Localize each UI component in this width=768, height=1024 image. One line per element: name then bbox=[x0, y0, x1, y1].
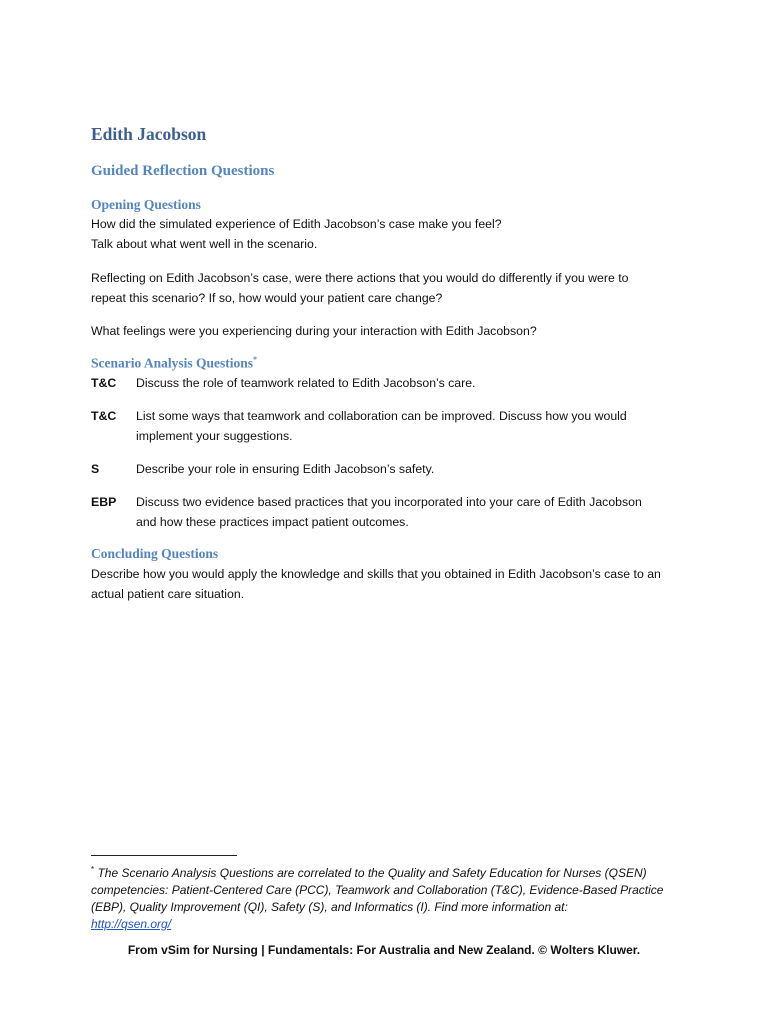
footnote-line bbox=[91, 916, 691, 933]
footnote-line: competencies: Patient-Centered Care (PCC), Teamwork and Collaboration (T&C), Evidence-Based Practice bbox=[91, 883, 664, 897]
question-text bbox=[136, 492, 686, 532]
qsen-code: EBP bbox=[91, 495, 117, 509]
opening-paragraph-1 bbox=[91, 214, 681, 254]
paragraph-line: How did the simulated experience of Edith Jacobson’s case make you feel? bbox=[91, 217, 502, 231]
qsen-code: S bbox=[91, 462, 100, 476]
opening-paragraph-3 bbox=[91, 321, 681, 341]
footnote-mark: * bbox=[91, 865, 95, 874]
footnote-line: (EBP), Quality Improvement (QI), Safety (S), and Informatics (I). Find more information at: bbox=[91, 900, 568, 914]
paragraph-line: repeat this scenario? If so, how would your patient care change? bbox=[91, 291, 443, 305]
footnote-separator bbox=[91, 855, 237, 856]
question-line: implement your suggestions. bbox=[136, 429, 293, 443]
question-line: Discuss two evidence based practices that you incorporated into your care of Edith Jacobson bbox=[136, 495, 642, 509]
paragraph-line: actual patient care situation. bbox=[91, 587, 245, 601]
question-line: Discuss the role of teamwork related to Edith Jacobson’s care. bbox=[136, 376, 476, 390]
qsen-link[interactable]: http://qsen.org/ bbox=[91, 917, 172, 931]
document-page bbox=[91, 0, 691, 1024]
concluding-questions-heading: Concluding Questions bbox=[91, 546, 219, 561]
question-line: and how these practices impact patient outcomes. bbox=[136, 515, 409, 529]
page-footer: From vSim for Nursing | Fundamentals: For Australia and New Zealand. © Wolters Kluwer. bbox=[127, 943, 641, 957]
footnote-reference: * bbox=[253, 355, 258, 364]
question-text bbox=[136, 459, 686, 479]
qsen-code: T&C bbox=[91, 376, 117, 390]
scenario-analysis-heading bbox=[91, 355, 257, 372]
question-text bbox=[136, 406, 686, 446]
qsen-code: T&C bbox=[91, 409, 117, 423]
question-line: Describe your role in ensuring Edith Jacobson’s safety. bbox=[136, 462, 435, 476]
paragraph-line: Reflecting on Edith Jacobson’s case, were there actions that you would do differently if you were to bbox=[91, 271, 629, 285]
concluding-paragraph bbox=[91, 564, 681, 604]
paragraph-line: Describe how you would apply the knowledge and skills that you obtained in Edith Jacobson’s case to an bbox=[91, 567, 661, 581]
opening-questions-heading: Opening Questions bbox=[91, 197, 201, 212]
opening-paragraph-2 bbox=[91, 268, 681, 308]
paragraph-line: What feelings were you experiencing during your interaction with Edith Jacobson? bbox=[91, 324, 537, 338]
footnote-text: The Scenario Analysis Questions are correlated to the Quality and Safety Education for Nurses (QSEN) bbox=[97, 866, 647, 880]
heading-text: Scenario Analysis Questions bbox=[91, 355, 254, 371]
question-text bbox=[136, 373, 686, 393]
question-line: List some ways that teamwork and collaboration can be improved. Discuss how you would bbox=[136, 409, 627, 423]
paragraph-line: Talk about what went well in the scenario. bbox=[91, 237, 318, 251]
footnote-line bbox=[91, 861, 691, 882]
footnote bbox=[91, 861, 691, 933]
section-title: Guided Reflection Questions bbox=[91, 163, 275, 179]
page-title: Edith Jacobson bbox=[91, 124, 207, 144]
